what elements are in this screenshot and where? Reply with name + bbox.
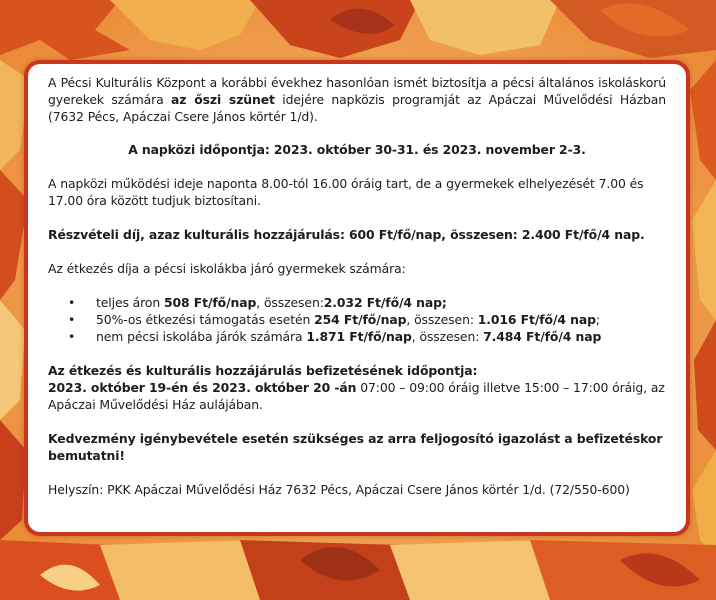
info-card: [24, 60, 690, 536]
item-bold: 7.484 Ft/fő/4 nap: [483, 329, 602, 344]
bullet-icon: •: [68, 295, 76, 310]
intro-bold: az őszi szünet: [171, 92, 275, 107]
meals-intro: Az étkezés díja a pécsi iskolákba járó gyermekek számára:: [48, 261, 406, 276]
intro-text-2: idejére napközis programját az Apáczai Művelődési Házban (7632 Pécs, Apáczai Csere János körtér 1/d).: [48, 92, 667, 124]
item-bold: 254 Ft/fő/nap: [314, 312, 407, 327]
item-bold: 1.871 Ft/fő/nap: [306, 329, 412, 344]
list-item: [68, 294, 666, 311]
bullet-icon: •: [68, 312, 76, 327]
item-text: teljes áron: [96, 295, 164, 310]
payment-paragraph: [48, 362, 666, 413]
item-bold: 2.032 Ft/fő/4 nap;: [323, 295, 447, 310]
payment-heading: Az étkezés és kulturális hozzájárulás befizetésének időpontja:: [48, 363, 478, 378]
item-text: , összesen:: [256, 295, 324, 310]
item-text: nem pécsi iskolába járók számára: [96, 329, 307, 344]
item-text: ;: [595, 312, 600, 327]
item-text: , összesen:: [411, 329, 484, 344]
dates-line: A napközi időpontja: 2023. október 30-31. és 2023. november 2-3.: [128, 142, 586, 157]
fee-line-text: Részvételi díj, azaz kulturális hozzájárulás: 600 Ft/fő/nap, összesen: 2.400 Ft/fő/4 nap.: [48, 227, 645, 242]
hours-paragraph: A napközi működési ideje naponta 8.00-tól 16.00 óráig tart, de a gyermekek elhelyezését 7.00 és 17.00 óra között tudjuk biztosítani.: [48, 176, 644, 208]
item-text: , összesen:: [406, 312, 478, 327]
location-line: Helyszín: PKK Apáczai Művelődési Ház 7632 Pécs, Apáczai Csere János körtér 1/d. (72/550-600): [48, 482, 630, 497]
discount-line: [48, 430, 666, 464]
item-bold: 508 Ft/fő/nap: [163, 295, 257, 310]
list-item: [68, 328, 666, 345]
payment-rest: 07:00 – 09:00 óráig illetve 15:00 – 17:00 óráig, az Apáczai Művelődési Ház aulájában.: [48, 380, 665, 412]
list-item: [68, 311, 666, 328]
meal-list: [48, 294, 666, 345]
intro-text-1: A Pécsi Kulturális Központ a korábbi évekhez hasonlóan ismét biztosítja a pécsi általános iskoláskorú gyerekek számára: [48, 75, 666, 107]
discount-text: Kedvezmény igénybevétele esetén szükséges az arra feljogosító igazolást a befizetéskor bemutatni!: [48, 431, 663, 463]
fee-line: [48, 226, 666, 243]
intro-paragraph: [48, 74, 666, 125]
payment-dates: 2023. október 19-én és 2023. október 20 -án: [48, 380, 357, 395]
item-text: 50%-os étkezési támogatás esetén: [96, 312, 315, 327]
item-bold: 1.016 Ft/fő/4 nap: [477, 312, 596, 327]
bullet-icon: •: [68, 329, 76, 344]
